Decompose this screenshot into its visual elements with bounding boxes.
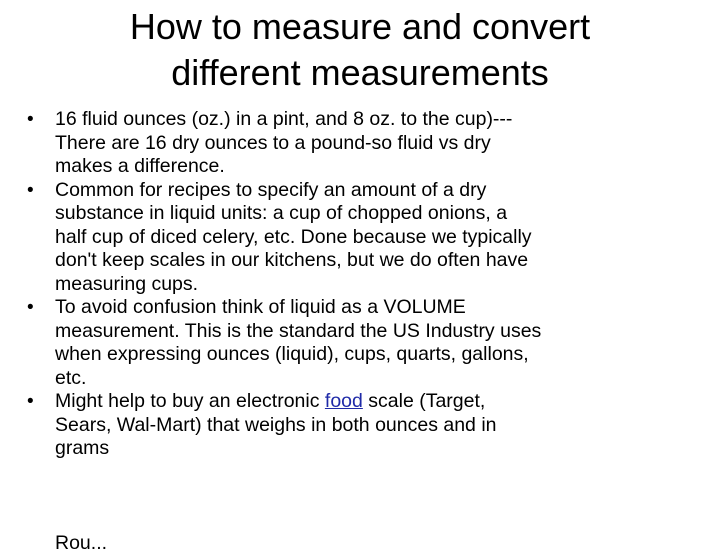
bullet-icon: • [27, 109, 34, 130]
bullet-line: Sears, Wal-Mart) that weighs in both ounces and in [55, 413, 497, 436]
food-link[interactable]: food [324, 390, 363, 412]
bullet-item-food-scale [27, 390, 717, 461]
bullet-line: when expressing ounces (liquid), cups, quarts, gallons, [55, 343, 529, 365]
bullet-item-volume [27, 296, 717, 390]
bullet-line: makes a difference. [55, 155, 225, 177]
bullet-line: etc. [55, 366, 87, 389]
bullet-icon: • [27, 391, 34, 412]
title-line-2: different measurements [171, 52, 549, 93]
cutoff-text: Rou... [55, 532, 108, 554]
bullet-line: To avoid confusion think of liquid as a VOLUME [55, 296, 466, 318]
bullet-line: There are 16 dry ounces to a pound-so fluid vs dry [55, 131, 491, 154]
bullet-line: grams [55, 437, 110, 459]
bullet-line: measurement. This is the standard the US Industry uses [55, 319, 542, 342]
bullet-line: substance in liquid units: a cup of chopped onions, a [55, 202, 508, 224]
bullet-line: half cup of diced celery, etc. Done because we typically [55, 225, 532, 248]
bullet-line: don't keep scales in our kitchens, but we do often have [55, 249, 529, 271]
slide-title [40, 4, 680, 96]
bullet-icon: • [27, 297, 34, 318]
bullet-line: Common for recipes to specify an amount of a dry [55, 178, 487, 201]
bullet-item-dry-substance [27, 179, 717, 297]
bullet-line: measuring cups. [55, 272, 199, 295]
bullet-list [27, 108, 717, 461]
bullet-text: Might help to buy an electronic [55, 390, 325, 412]
bullet-text: scale (Target, [362, 390, 486, 412]
bullet-item-fluid-ounces [27, 108, 717, 179]
bullet-icon: • [27, 179, 34, 201]
bullet-line: 16 fluid ounces (oz.) in a pint, and 8 oz. to the cup)--- [55, 108, 513, 130]
bullet-line [55, 390, 717, 414]
title-line-1: How to measure and convert [129, 6, 591, 47]
